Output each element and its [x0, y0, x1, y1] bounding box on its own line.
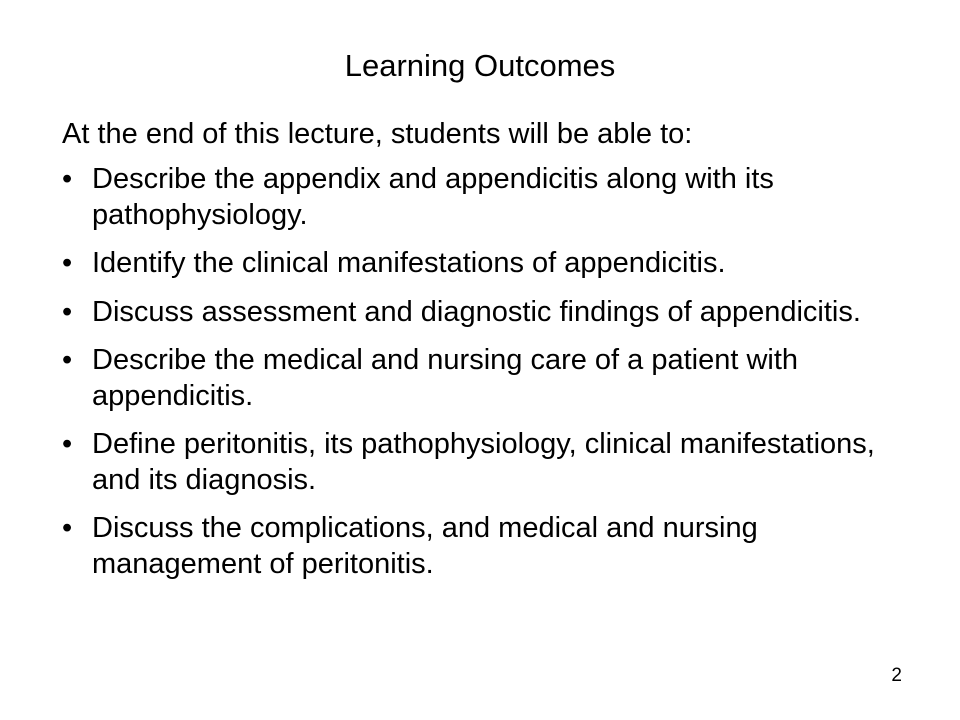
bullet-item [62, 510, 912, 582]
bullet-icon: • [62, 344, 73, 376]
bullet-icon: • [62, 163, 73, 195]
bullet-item [62, 245, 912, 281]
bullet-item [62, 342, 912, 414]
bullet-item [62, 161, 912, 233]
bullet-text: Describe the appendix and appendicitis along with its pathophysiology. [92, 163, 774, 231]
intro-text: At the end of this lecture, students will be able to: [62, 118, 693, 150]
bullet-text: Discuss the complications, and medical and nursing management of peritonitis. [92, 512, 758, 580]
bullet-item [62, 426, 912, 498]
bullet-text: Describe the medical and nursing care of a patient with appendicitis. [92, 344, 799, 412]
bullet-icon: • [62, 247, 73, 279]
bullet-icon: • [62, 428, 73, 460]
bullet-item [62, 294, 912, 330]
bullet-text: Identify the clinical manifestations of appendicitis. [92, 247, 726, 279]
bullet-text: Define peritonitis, its pathophysiology, clinical manifestations, and its diagnosis. [92, 428, 875, 496]
page-number: 2 [891, 665, 902, 686]
bullet-text: Discuss assessment and diagnostic findings of appendicitis. [92, 296, 861, 328]
bullet-icon: • [62, 296, 73, 328]
slide-title: Learning Outcomes [344, 48, 616, 83]
bullet-icon: • [62, 512, 73, 544]
learning-outcomes-list [62, 161, 912, 594]
